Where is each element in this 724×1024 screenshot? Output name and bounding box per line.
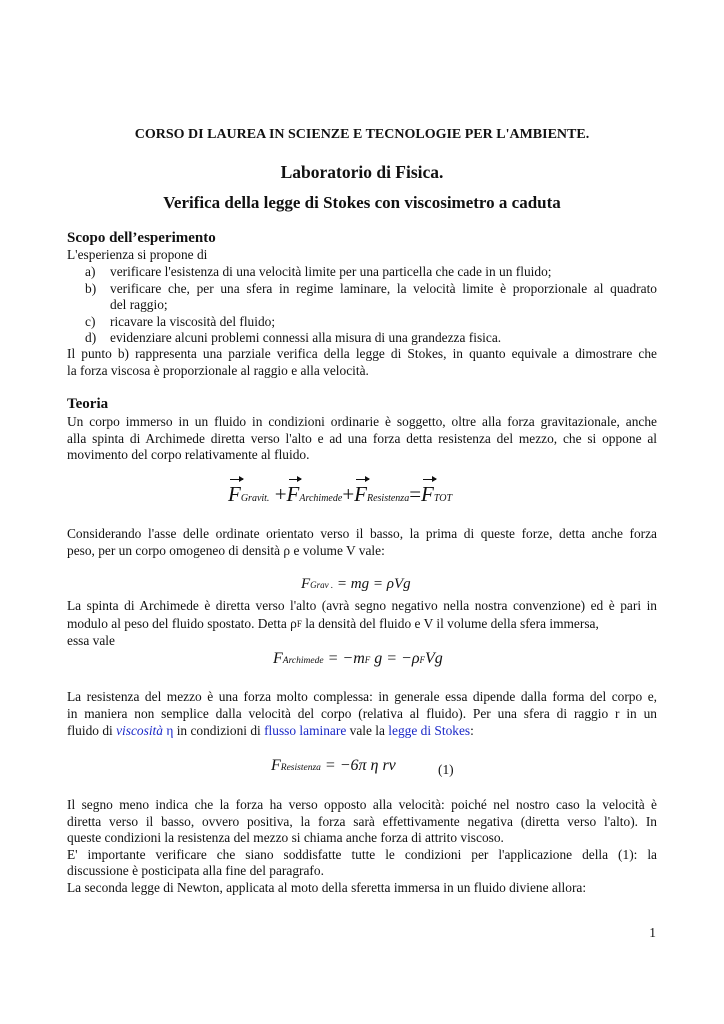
equation-forces-sum [228, 480, 452, 513]
p4c-end: : [470, 723, 474, 738]
teoria-p2-line2: peso, per un corpo omogeneo di densità ρ e volume V vale: [67, 543, 385, 558]
eq3-rhs3: Vg [425, 650, 443, 667]
item-c-letter: c) [85, 314, 96, 329]
p4c-pre: fluido di [67, 723, 117, 738]
eq3-rhs1: = −m [327, 650, 365, 667]
experiment-title: Verifica della legge di Stokes con viscosimetro a caduta [163, 193, 561, 212]
eq3-rhs2: g = −ρ [370, 650, 420, 667]
sub-resistenza: Resistenza [366, 493, 410, 504]
eq2-rhs: = mg = ρVg [336, 576, 411, 592]
item-b-text-line1: verificare che, per una sfera in regime laminare, la velocità limite è proporzionale al quadrato [110, 281, 657, 296]
teoria-p5-line6: La seconda legge di Newton, applicata al moto della sferetta immersa in un fluido diviene allora: [67, 880, 587, 895]
sub-tot: TOT [433, 493, 453, 504]
vector-f-tot: F [421, 482, 434, 506]
eq4-sub: Resistenza [280, 763, 321, 773]
equation-number: (1) [438, 762, 454, 777]
teoria-p4-line2: in maniera non semplice dalla velocità del corpo (relativa al fluido). Per una sfera di raggio r in un [67, 706, 657, 721]
item-d-letter: d) [85, 330, 97, 345]
vector-f-resistenza: F [354, 482, 367, 506]
lab-title: Laboratorio di Fisica. [280, 162, 444, 182]
teoria-p3-line3: essa vale [67, 633, 115, 648]
equation-weight [301, 576, 411, 593]
plus-sign: + [274, 482, 287, 506]
p4c-mid2: vale la [346, 723, 389, 738]
vector-f-archimede: F [286, 482, 300, 506]
item-a-text: verificare l'esistenza di una velocità limite per una particella che cade in un fluido; [110, 264, 552, 279]
item-d-text: evidenziare alcuni problemi connessi alla misura di una grandezza fisica. [110, 330, 502, 345]
item-a-letter: a) [85, 264, 96, 279]
teoria-p1-line2: alla spinta di Archimede diretta verso l'alto e ad una forza detta resistenza del mezzo, che si oppone al [67, 431, 657, 446]
eq3-subf2: F [419, 655, 426, 665]
teoria-p3-line1: La spinta di Archimede è diretta verso l'alto (avrà segno negativo nella nostra convenzione) ed è pari in [67, 598, 657, 613]
teoria-p1-line3: movimento del corpo relativamente al fluido. [67, 447, 310, 462]
scopo-note-line2: la forza viscosa è proporzionale al raggio e alla velocità. [67, 363, 369, 378]
teoria-p5-line4: E' importante verificare che siano soddisfatte tutte le condizioni per l'applicazione della (1): la [67, 847, 657, 862]
equation-archimede [273, 650, 443, 668]
eq2-f: F [301, 576, 311, 592]
item-b-letter: b) [85, 281, 97, 296]
flusso-laminare-link[interactable]: flusso laminare [264, 723, 347, 738]
page-number: 1 [649, 925, 656, 940]
vector-f-gravit: F [228, 482, 241, 506]
eq3-subf1: F [364, 655, 371, 665]
p4c-mid: in condizioni di [173, 723, 265, 738]
teoria-p2-line1: Considerando l'asse delle ordinate orientato verso il basso, la prima di queste forze, detta anche forza [67, 526, 657, 541]
eq3-f: F [273, 650, 283, 667]
sub-archimede: Archimede [299, 493, 343, 504]
viscosita-link[interactable]: viscosità [116, 723, 163, 738]
item-c-text: ricavare la viscosità del fluido; [110, 314, 276, 329]
scopo-heading: Scopo dell’esperimento [67, 230, 216, 246]
teoria-p1-line1: Un corpo immerso in un fluido in condizioni ordinarie è soggetto, oltre alla forza gravitazionale, anche [67, 414, 657, 429]
scopo-note-line1: Il punto b) rappresenta una parziale verifica della legge di Stokes, in quanto equivale a dimostrare che [67, 346, 657, 361]
legge-di-stokes-link[interactable]: legge di Stokes [388, 723, 471, 738]
eta-symbol: η [162, 723, 174, 738]
item-b-text-line2: del raggio; [110, 297, 168, 312]
teoria-p4-line3 [67, 723, 474, 740]
teoria-p3-line2 [67, 616, 657, 633]
sub-gravit: Gravit. [240, 493, 270, 504]
teoria-p5-line5: discussione è posticipata alla fine del paragrafo. [67, 863, 324, 878]
equation-stokes [271, 757, 396, 775]
teoria-p5-line3: queste condizioni la resistenza del mezzo si chiama anche forza di attrito viscoso. [67, 830, 504, 845]
equals-sign: = [409, 482, 422, 506]
plus-sign: + [342, 482, 355, 506]
eq2-sub: Grav . [310, 580, 334, 590]
eq3-sub: Archimede [282, 656, 324, 666]
teoria-heading: Teoria [67, 396, 109, 412]
scopo-intro: L'esperienza si propone di [67, 247, 208, 262]
teoria-p4-line1: La resistenza del mezzo è una forza molto complessa: in generale essa dipende dalla forma del corpo e, [67, 689, 657, 704]
teoria-p5-line1: Il segno meno indica che la forza ha verso opposto alla velocità: poiché nel nostro caso la velocità è [67, 797, 657, 812]
course-title: CORSO DI LAUREA IN SCIENZE E TECNOLOGIE PER L'AMBIENTE. [134, 127, 590, 142]
p3b-post: la densità del fluido e V il volume della sfera immersa, [301, 616, 599, 631]
p3b-sub: F [296, 619, 302, 629]
teoria-p5-line2: diretta verso il basso, ovvero positiva, la forza sarà effettivamente negativa (diretta verso l'alto). In [67, 814, 657, 829]
eq4-f: F [271, 757, 281, 774]
p3b-pre: modulo al peso del fluido spostato. Detta ρ [67, 616, 297, 631]
eq4-rhs: = −6π η rv [324, 757, 396, 774]
